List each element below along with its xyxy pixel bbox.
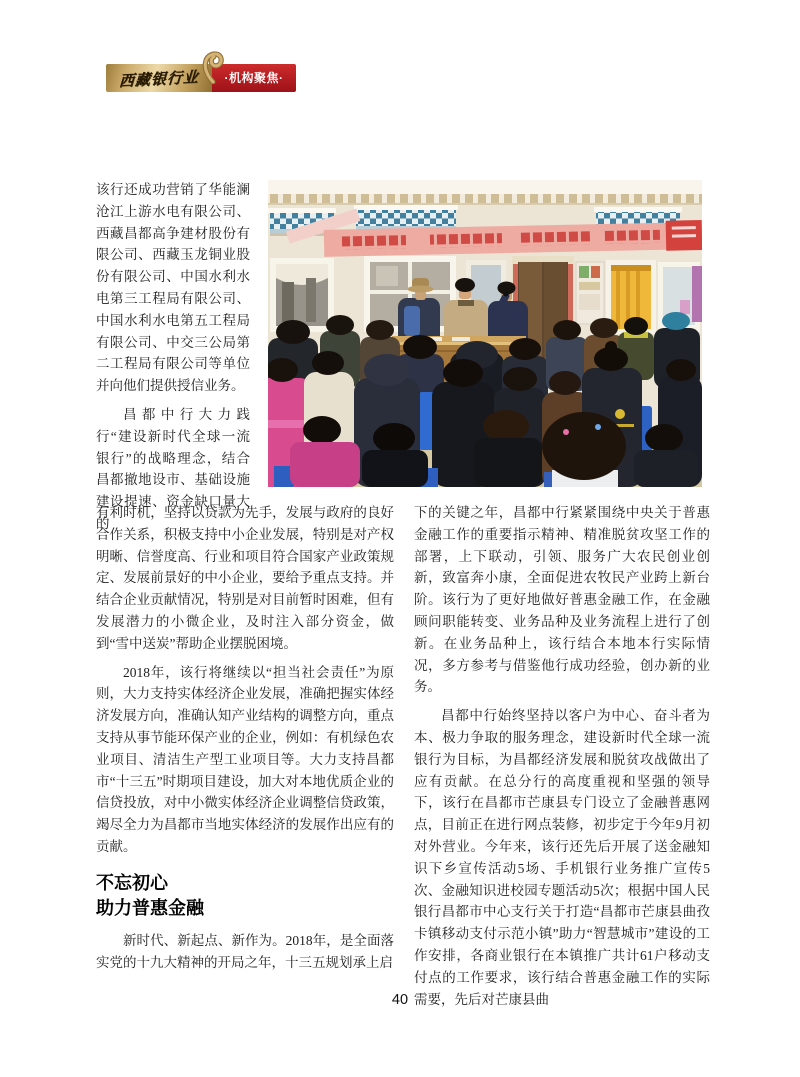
brand-calligraphy: 西藏银行业 (118, 67, 200, 90)
paragraph: 昌都中行始终坚持以客户为中心、奋斗者为本、极力争取的服务理念，建设新时代全球一流银行为目标，为昌都经济发展和脱贫攻战做出了应有贡献。在总分行的高度重视和坚强的领导下，该行在昌都市芒康县专门设立了金融普惠网点，目前正在进行网点装修，初步定于今年9月初对外营业。今年来，该行还先后开展了送金融知识下乡宣传活动5场、手机银行业务推广宣传5次、金融知识进校园专题活动5次；根据中国人民银行昌都市中心支行关于打造“昌都市芒康县曲孜卡镇移动支付示范小镇”助力“智慧城市”建设的工作安排，各商业银行在本镇推广共计61户移动支付点的工作要求，该行结合普惠金融工作的实际需要，先后对芒康县曲 (414, 708, 710, 1007)
section-heading (96, 871, 394, 921)
article-column-left-narrow (96, 179, 250, 535)
paragraph: 昌都中行大力践行“建设新时代全球一流银行”的战略理念，结合昌都撤地设市、基础设施建设提速、资金缺口量大的 (96, 406, 250, 531)
paragraph: 2018年，该行将继续以“担当社会责任”为原则，大力支持实体经济企业发展，准确把握实体经济发展方向，准确认知产业结构的调整方向，重点支持从事节能环保产业的企业，例如：有机绿色农业项目、清洁生产型工业项目等。大力支持昌都市“十三五”时期项目建设，加大对本地优质企业的信贷投放，对中小微实体经济企业调整信贷政策，竭尽全力为昌都市当地实体经济的发展作出应有的贡献。 (96, 664, 394, 854)
article-column-right (414, 502, 710, 1010)
paragraph: 新时代、新起点、新作为。2018年，是全面落实党的十九大精神的开局之年，十三五规划承上启 (96, 932, 394, 970)
article-column-left (96, 502, 394, 973)
header-banner (106, 64, 296, 92)
section-heading-line-2: 助力普惠金融 (96, 897, 204, 918)
meeting-photo (268, 180, 702, 487)
gold-flourish-icon (200, 49, 226, 85)
section-badge-label: ·机构聚焦· (224, 71, 284, 85)
meeting-photo-illustration (268, 180, 702, 487)
paragraph: 有利时机，坚持以贷款为先手，发展与政府的良好合作关系，积极支持中小企业发展，特别是对产权明晰、信誉度高、行业和项目符合国家产业政策规定、发展前景好的中小企业，要给予重点支持。并结合企业贡献情况，特别是对目前暂时困难，但有发展潜力的小微企业，及时注入部分资金，做到“雪中送炭”帮助企业摆脱困境。 (96, 505, 394, 651)
paragraph: 下的关键之年，昌都中行紧紧围绕中央关于普惠金融工作的重要指示精神、精准脱贫攻坚工作的部署，上下联动，引领、服务广大农民创业创新，致富奔小康，全面促进农牧民产业跨上新台阶。该行为了更好地做好普惠金融工作，在金融顾问职能转变、业务品种及业务流程上进行了创新。在业务品种上，该行结合本地本行实际情况，多方参考与借鉴他行成功经验，创办新的业务。 (414, 505, 710, 695)
brand-plate (106, 64, 212, 92)
paragraph: 该行还成功营销了华能澜沧江上游水电有限公司、西藏昌都高争建材股份有限公司、西藏玉龙铜业股份有限公司、中国水利水电第三工程局有限公司、中国水利水电第五工程局有限公司、中交三公局第二工程局有限公司等单位并向他们提供授信业务。 (96, 182, 250, 394)
section-heading-line-1: 不忘初心 (96, 872, 168, 893)
page-number: 40 (391, 992, 409, 1008)
